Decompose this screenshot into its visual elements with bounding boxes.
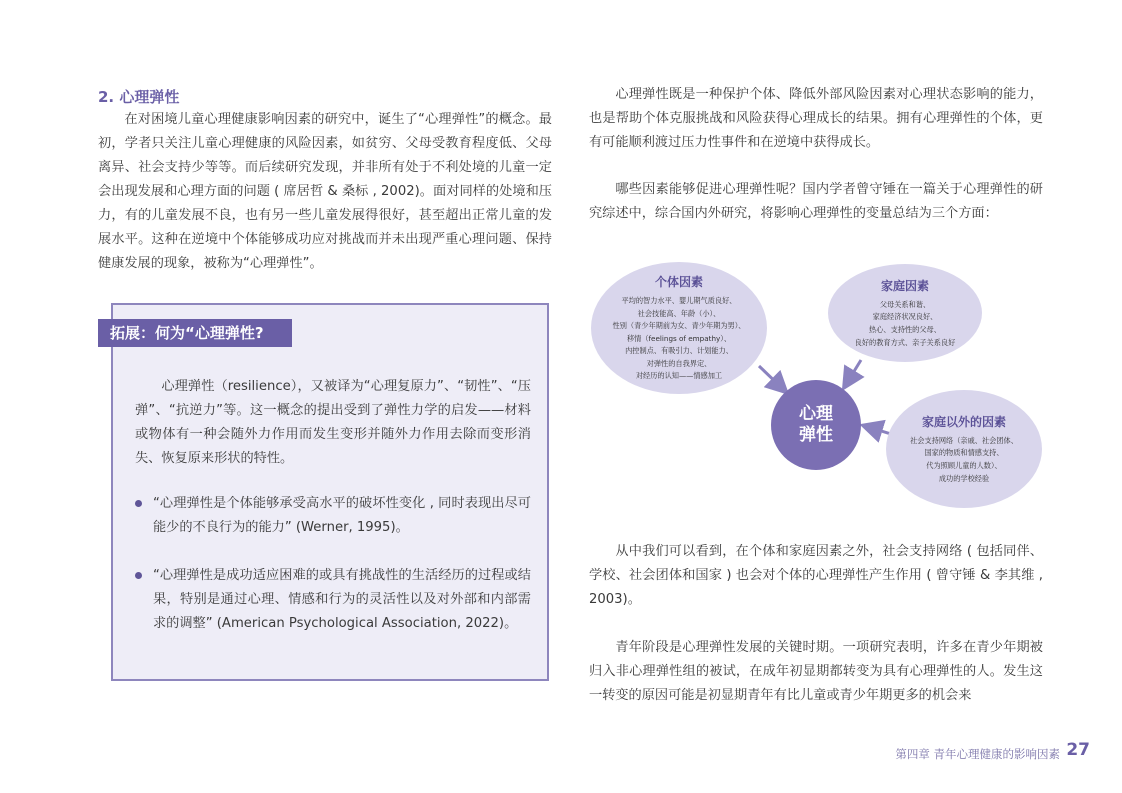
bubble-line: 良好的教育方式、亲子关系良好 — [854, 337, 956, 347]
section-title: 2. 心理弹性 — [98, 88, 180, 106]
bullet-dot-icon — [135, 500, 142, 507]
bubble-line: 性别（青少年期前为女、青少年期为男）、 — [612, 321, 746, 331]
extension-label: 拓展：何为“心理弹性? — [98, 319, 292, 347]
right-paragraph-4: 青年阶段是心理弹性发展的关键时期。一项研究表明，许多在青少年期被归入非心理弹性组的被试，在成年初显期都转变为具有心理弹性的人。发生这一转变的原因可能是初显期青年有比儿童或青少年期更多的机会来 — [589, 640, 1043, 703]
bubble-title: 家庭因素 — [880, 278, 929, 293]
bullet-item: “心理弹性是个体能够承受高水平的破坏性变化 , 同时表现出尽可能少的不良行为的能力” (Werner, 1995)。 — [153, 496, 531, 535]
arrow-individual — [759, 366, 785, 391]
center-line-1: 心理 — [799, 404, 833, 424]
right-paragraph-2: 哪些因素能够促进心理弹性呢？国内学者曾守锤在一篇关于心理弹性的研究综述中，综合国内外研究，将影响心理弹性的变量总结为三个方面： — [589, 182, 1043, 221]
bullet-dot-icon — [135, 572, 142, 579]
right-paragraph-3: 从中我们可以看到，在个体和家庭因素之外，社会支持网络 ( 包括同伴、学校、社会团体和国家 ) 也会对个体的心理弹性产生作用 ( 曾守锤 & 李其维 , 2003)。 — [589, 544, 1043, 607]
bubble-line: 家庭经济状况良好、 — [872, 312, 938, 322]
center-line-2: 弹性 — [799, 425, 833, 445]
right-paragraph-1: 心理弹性既是一种保护个体、降低外部风险因素对心理状态影响的能力，也是帮助个体克服挑战和风险获得心理成长的结果。拥有心理弹性的个体，更有可能顺利渡过压力性事件和在逆境中获得成长。 — [589, 87, 1043, 150]
chapter-footer: 第四章 青年心理健康的影响因素 — [895, 747, 1060, 761]
bubble-line: 内控制点、有吸引力、计划能力、 — [625, 346, 733, 356]
beyond-family-factors-bubble — [886, 390, 1042, 508]
bubble-title: 个体因素 — [654, 274, 703, 289]
bubble-title: 家庭以外的因素 — [921, 414, 1006, 429]
bubble-line: 移情（feelings of empathy）、 — [626, 333, 732, 343]
bullet-item: “心理弹性是成功适应困难的或具有挑战性的生活经历的过程或结果，特别是通过心理、情感和行为的灵活性以及对外部和内部需求的调整” (American Psychological Association, 2022)。 — [153, 568, 531, 631]
resilience-factors-diagram — [589, 258, 1043, 518]
bubble-line: 国家的物质和情感支持、 — [924, 448, 1004, 458]
intro-paragraph: 在对困境儿童心理健康影响因素的研究中，诞生了“心理弹性”的概念。最初，学者只关注儿童心理健康的风险因素，如贫穷、父母受教育程度低、父母离异、社会支持少等等。而后续研究发现，并非所有处于不利处境的儿童一定会出现发展和心理方面的问题 ( 席居哲 & 桑标 , 2002)。面对同样的处境和压力，有的儿童发展不良，也有另一些儿童发展得很好，甚至超出正常儿童的发展水平。这种在逆境中个体能够成功应对挑战而并未出现严重心理问题、保持健康发展的现象，被称为“心理弹性”。 — [98, 112, 552, 271]
bubble-line: 成功的学校经验 — [938, 473, 990, 483]
bubble-line: 社会技能高、年龄（小）、 — [637, 308, 721, 318]
resilience-center-bubble — [771, 380, 861, 470]
page-number: 27 — [1066, 740, 1090, 760]
bubble-line: 社会支持网络（亲戚、社会团体、 — [910, 435, 1018, 445]
bubble-line: 父母关系和谐、 — [879, 299, 931, 309]
bubble-line: 对弹性的自我界定、 — [646, 358, 712, 368]
bubble-line: 平均的智力水平、婴儿期气质良好、 — [621, 295, 737, 305]
family-factors-bubble — [828, 264, 982, 362]
arrow-beyond — [865, 426, 891, 434]
extension-body: 心理弹性（resilience），又被译为“心理复原力”、“韧性”、“压弹”、“抗逆力”等。这一概念的提出受到了弹性力学的启发——材料或物体有一种会随外力作用而发生变形并随外力作用去除而变形消失、恢复原来形状的特性。 — [135, 379, 531, 466]
bubble-line: 热心、支持性的父母、 — [869, 325, 941, 334]
bubble-line: 对经历的认知——情感加工 — [635, 371, 723, 381]
arrow-family — [845, 360, 861, 386]
bubble-line: 代为照顾儿童的人数）、 — [926, 461, 1002, 470]
individual-factors-bubble — [591, 262, 767, 394]
